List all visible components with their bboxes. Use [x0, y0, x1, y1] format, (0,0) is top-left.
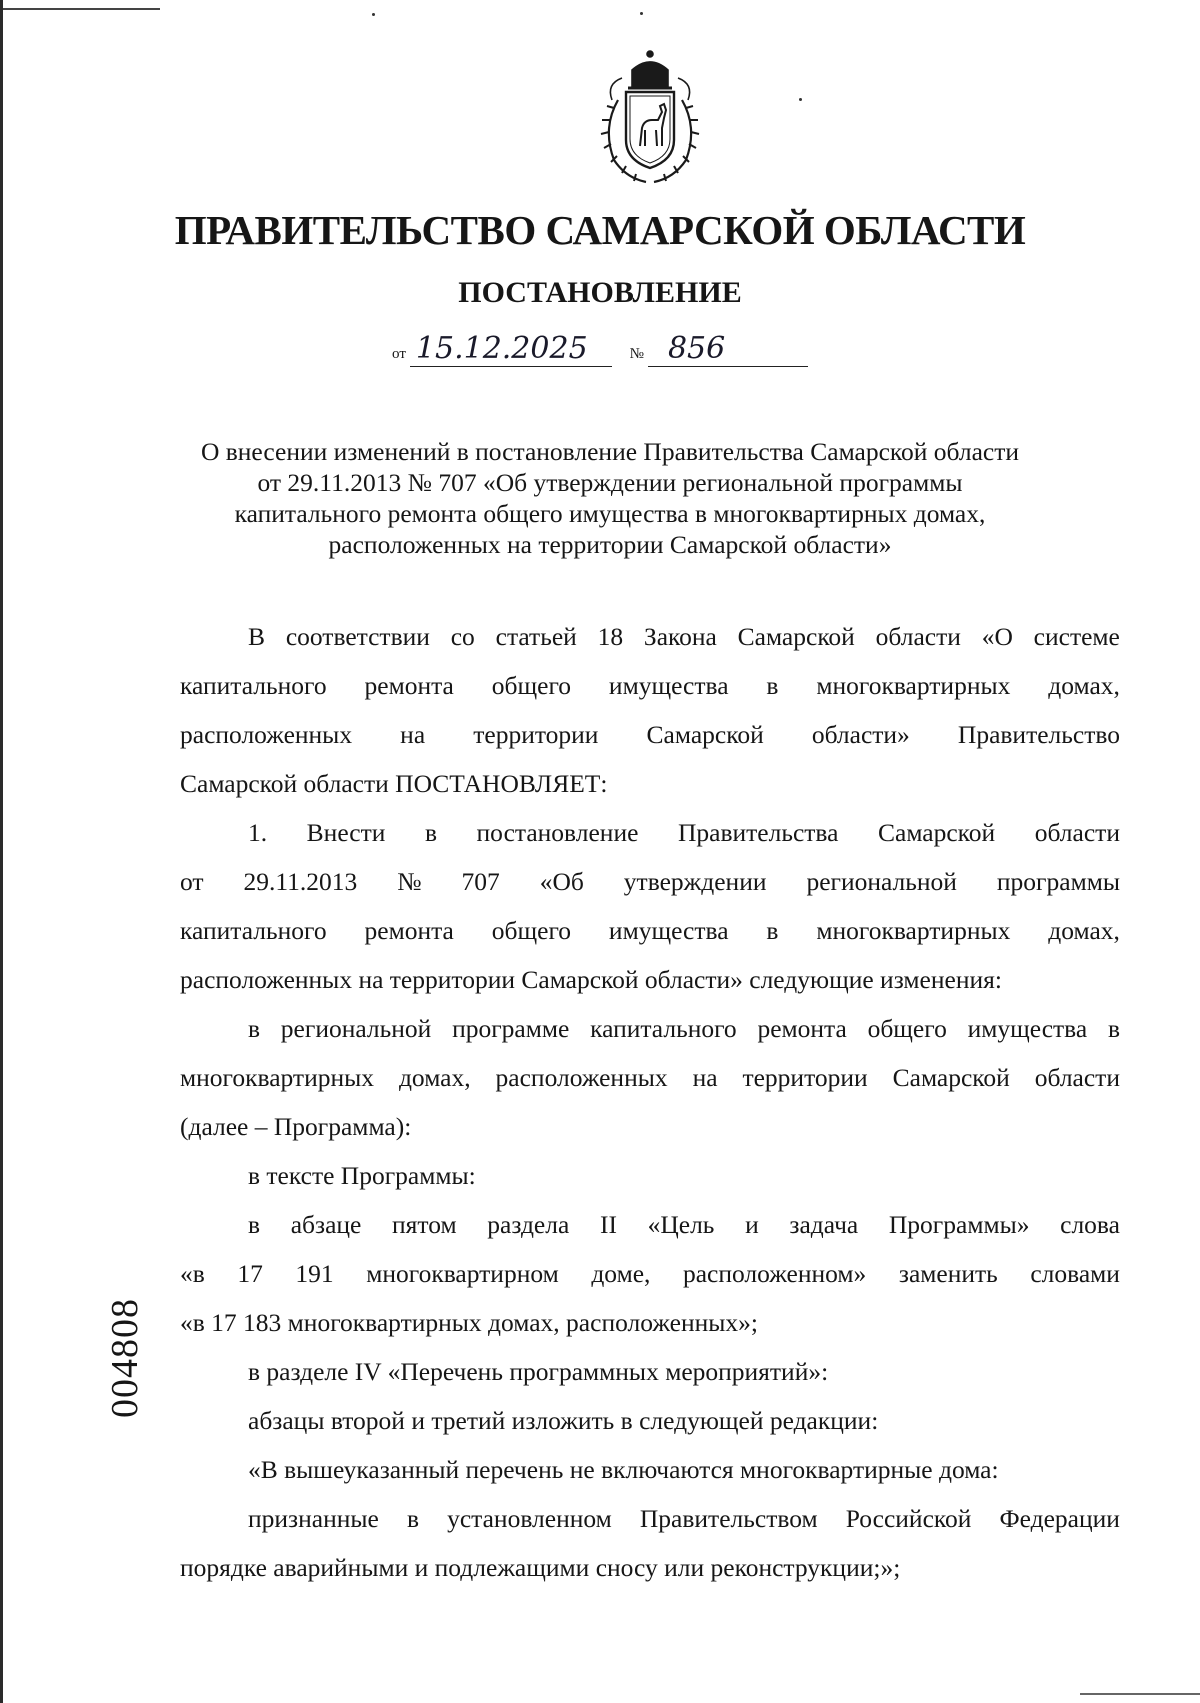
word: «в [180, 1259, 205, 1288]
word: капитального [180, 671, 327, 700]
word: «Цель [647, 1210, 715, 1239]
heading-line: расположенных на территории Самарской области» [328, 530, 892, 559]
word: словами [1030, 1259, 1120, 1288]
word: В [248, 622, 266, 651]
word: со [450, 622, 475, 651]
document-body [180, 612, 1120, 1592]
word: Правительство [957, 720, 1120, 749]
word: Внести [306, 818, 386, 847]
word: имущества [608, 671, 729, 700]
body-line [180, 906, 1120, 955]
word: домах, [398, 1063, 471, 1092]
word: и [745, 1210, 759, 1239]
word: 707 [461, 867, 500, 896]
word: установленном [447, 1504, 612, 1533]
word: территории [742, 1063, 868, 1092]
word: территории [473, 720, 599, 749]
word: региональной [280, 1014, 432, 1043]
word: Правительством [639, 1504, 818, 1533]
word: Федерации [999, 1504, 1120, 1533]
word: в [248, 1210, 261, 1239]
date-value: 15.12.2025 [410, 332, 612, 367]
scan-speck [799, 98, 802, 101]
word: постановление [476, 818, 639, 847]
word: в [406, 1504, 419, 1533]
body-line [180, 661, 1120, 710]
document-heading [150, 436, 1070, 560]
word: программы [996, 867, 1120, 896]
word: многоквартирном [366, 1259, 559, 1288]
date-number-line [0, 332, 1200, 367]
word: № [397, 867, 422, 896]
word: задача [789, 1210, 859, 1239]
word: Программы» [888, 1210, 1030, 1239]
word: II [599, 1210, 617, 1239]
heading-line: О внесении изменений в постановление Правительства Самарской области [200, 437, 1020, 466]
body-line [180, 1249, 1120, 1298]
word: домах, [1048, 916, 1120, 945]
body-line [180, 612, 1120, 661]
body-line: «В вышеуказанный перечень не включаются многоквартирные дома: [248, 1455, 999, 1484]
word: Самарской [878, 818, 996, 847]
body-line: Самарской области ПОСТАНОВЛЯЕТ: [180, 769, 608, 798]
word: соответствии [285, 622, 430, 651]
word: утверждении [623, 867, 767, 896]
word: абзаце [290, 1210, 362, 1239]
word: признанные [248, 1504, 379, 1533]
word: Самарской [737, 622, 855, 651]
word: общего [867, 1014, 947, 1043]
word: Закона [643, 622, 717, 651]
word: 191 [295, 1259, 334, 1288]
word: Российской [845, 1504, 972, 1533]
body-line: в тексте Программы: [248, 1161, 476, 1190]
number-value: 856 [648, 332, 808, 367]
scan-speck [372, 13, 375, 16]
word: в [248, 1014, 261, 1043]
heading-line: капитального ремонта общего имущества в многоквартирных домах, [234, 499, 986, 528]
word: многоквартирных [180, 1063, 375, 1092]
scan-speck [640, 12, 643, 15]
document-type: ПОСТАНОВЛЕНИЕ [458, 276, 742, 309]
word: системе [1033, 622, 1120, 651]
word: раздела [487, 1210, 570, 1239]
body-line: «в 17 183 многоквартирных домах, расположенных»; [180, 1308, 758, 1337]
word: Правительства [677, 818, 839, 847]
word: Самарской [646, 720, 764, 749]
body-line [180, 808, 1120, 857]
side-serial-number: 004808 [104, 1298, 146, 1418]
word: ремонта [364, 671, 454, 700]
word: области [1034, 1063, 1120, 1092]
word: области [875, 622, 961, 651]
number-label: № [629, 346, 644, 362]
word: расположенных [180, 720, 353, 749]
body-line: (далее – Программа): [180, 1112, 412, 1141]
scan-edge-left [0, 0, 3, 1703]
scan-edge-bottom [1080, 1693, 1200, 1695]
word: в [766, 671, 779, 700]
word: «О [981, 622, 1013, 651]
word: многоквартирных [816, 671, 1011, 700]
word: в [424, 818, 437, 847]
word: слова [1060, 1210, 1120, 1239]
word: пятом [392, 1210, 457, 1239]
body-line [180, 1494, 1120, 1543]
body-line [180, 1200, 1120, 1249]
word: имущества [608, 916, 729, 945]
word: 29.11.2013 [243, 867, 358, 896]
word: имущества [967, 1014, 1088, 1043]
word: 18 [597, 622, 624, 651]
word: капитального [590, 1014, 737, 1043]
word: региональной [806, 867, 957, 896]
word: на [692, 1063, 718, 1092]
word: общего [491, 916, 572, 945]
page-title: ПРАВИТЕЛЬСТВО САМАРСКОЙ ОБЛАСТИ [174, 207, 1026, 253]
word: общего [491, 671, 572, 700]
heading-line: от 29.11.2013 № 707 «Об утверждении региональной программы [257, 468, 963, 497]
word: 17 [237, 1259, 263, 1288]
word: Самарской [892, 1063, 1010, 1092]
word: многоквартирных [816, 916, 1011, 945]
word: программе [452, 1014, 570, 1043]
word: статьей [495, 622, 577, 651]
body-line: расположенных на территории Самарской области» следующие изменения: [180, 965, 1002, 994]
word: ремонта [757, 1014, 847, 1043]
word: в [1107, 1014, 1120, 1043]
word: расположенных [495, 1063, 668, 1092]
word: 1. [248, 818, 268, 847]
scan-edge-top [0, 8, 160, 10]
word: заменить [898, 1259, 998, 1288]
word: домах, [1048, 671, 1120, 700]
word: ремонта [364, 916, 454, 945]
word: области [1034, 818, 1120, 847]
word: «Об [539, 867, 584, 896]
body-line: порядке аварийными и подлежащими сносу или реконструкции;»; [180, 1553, 901, 1582]
word: доме, [591, 1259, 651, 1288]
word: в [766, 916, 779, 945]
date-label: от [392, 346, 406, 362]
word: от [180, 867, 204, 896]
word: расположенном» [682, 1259, 867, 1288]
body-line [180, 857, 1120, 906]
body-line [180, 1004, 1120, 1053]
word: на [400, 720, 426, 749]
body-line: в разделе IV «Перечень программных мероприятий»: [248, 1357, 829, 1386]
body-line: абзацы второй и третий изложить в следующей редакции: [248, 1406, 879, 1435]
body-line [180, 1053, 1120, 1102]
word: области» [811, 720, 910, 749]
word: капитального [180, 916, 327, 945]
body-line [180, 710, 1120, 759]
samara-coat-of-arms-icon [592, 48, 708, 188]
